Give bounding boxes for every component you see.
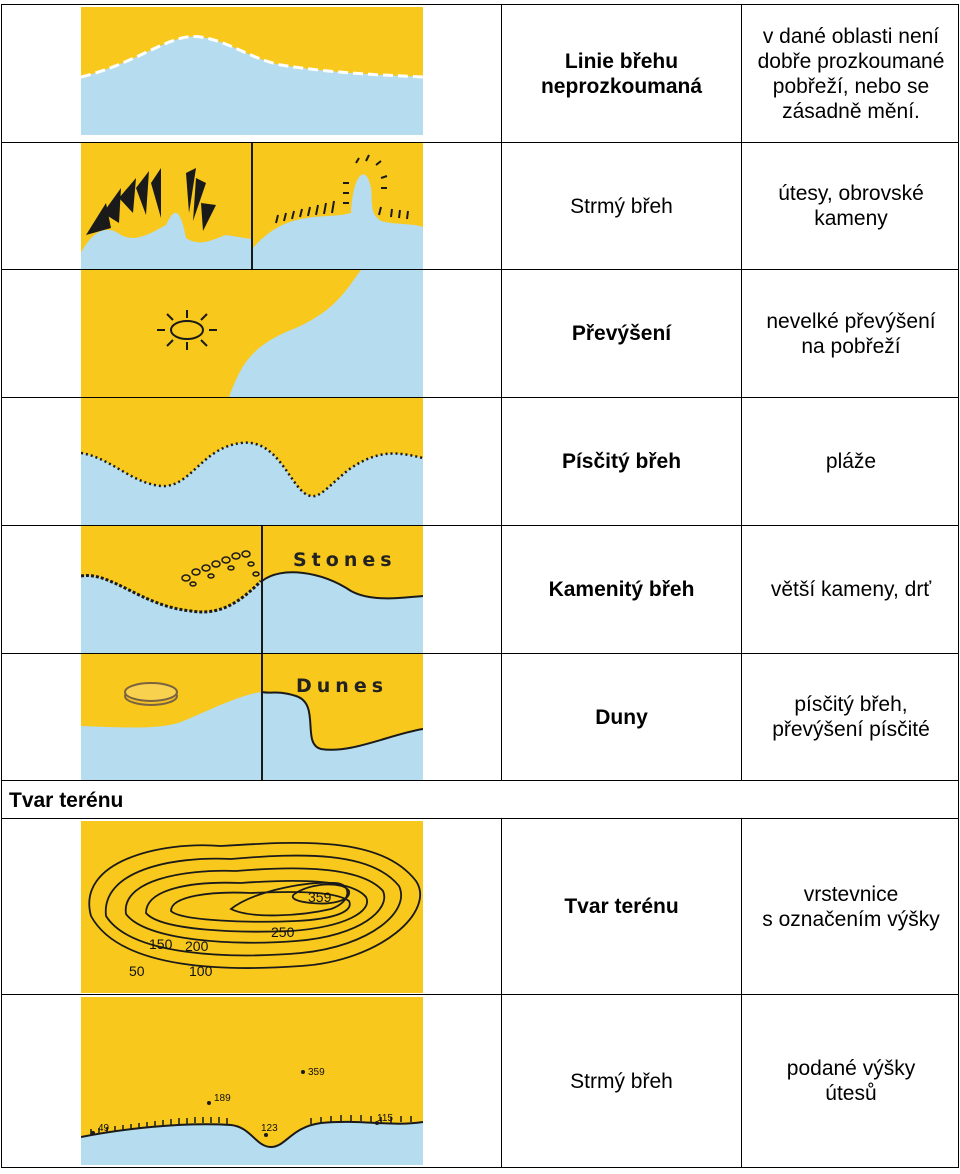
height-label: 189 <box>214 1093 231 1104</box>
coastline-unexplored-symbol <box>81 7 423 135</box>
section-title: Tvar terénu <box>9 789 124 812</box>
symbol-name: Převýšení <box>502 270 742 397</box>
symbol-description: pláže <box>825 450 877 473</box>
contour-label: 250 <box>271 924 295 940</box>
symbol-name: Kamenitý břeh <box>502 526 742 653</box>
symbol-name: Linie břehu neprozkoumaná <box>502 5 742 142</box>
symbol-description: vrstevnice s označením výšky <box>762 882 940 931</box>
symbol-cell <box>2 143 502 269</box>
contour-label: 200 <box>185 938 209 954</box>
table-row <box>1 995 959 1168</box>
symbol-cell <box>2 270 502 397</box>
symbol-description: podané výšky útesů <box>786 1057 916 1105</box>
height-label: 115 <box>377 1113 393 1124</box>
contour-label: 150 <box>149 936 173 952</box>
symbol-cell <box>2 995 502 1167</box>
height-label: 49 <box>98 1123 110 1134</box>
contour-label: 359 <box>308 889 332 905</box>
symbol-name: Strmý břeh <box>502 995 742 1167</box>
section-header <box>1 781 959 819</box>
table-row <box>1 270 959 398</box>
dunes-label: Dunes <box>296 675 389 697</box>
stones-label: Stones <box>293 549 397 571</box>
symbol-description: útesy, obrovské kameny <box>778 182 924 230</box>
table-row <box>1 4 959 143</box>
symbol-cell <box>2 526 502 653</box>
symbol-description: nevelké převýšení na pobřeží <box>766 309 936 358</box>
height-label: 359 <box>308 1067 325 1078</box>
symbol-name: Duny <box>502 654 742 780</box>
table-row <box>1 526 959 654</box>
cliff-heights-symbol <box>81 997 423 1165</box>
contour-label: 100 <box>189 963 213 979</box>
symbol-cell <box>2 5 502 142</box>
steep-shore-symbol <box>81 143 423 269</box>
dunes-symbol <box>81 654 423 780</box>
table-row <box>1 143 959 270</box>
stony-shore-symbol <box>81 526 423 653</box>
symbol-description: v dané oblasti není dobře prozkoumané pobřeží, nebo se zásadně mění. <box>757 24 945 123</box>
symbol-cell <box>2 654 502 780</box>
symbol-cell <box>2 398 502 525</box>
table-row <box>1 819 959 995</box>
symbol-name: Tvar terénu <box>502 819 742 994</box>
contour-label: 50 <box>129 963 145 979</box>
symbol-name: Strmý břeh <box>502 143 742 269</box>
height-label: 123 <box>261 1123 278 1134</box>
symbol-description: větší kameny, drť <box>770 578 932 601</box>
sandy-shore-symbol <box>81 398 423 525</box>
contour-lines-symbol <box>81 821 423 993</box>
table-row <box>1 654 959 781</box>
symbol-name: Písčitý břeh <box>502 398 742 525</box>
elevation-symbol <box>81 270 423 397</box>
symbol-description: písčitý břeh, převýšení písčité <box>772 693 930 741</box>
symbol-cell <box>2 819 502 994</box>
table-row <box>1 398 959 526</box>
